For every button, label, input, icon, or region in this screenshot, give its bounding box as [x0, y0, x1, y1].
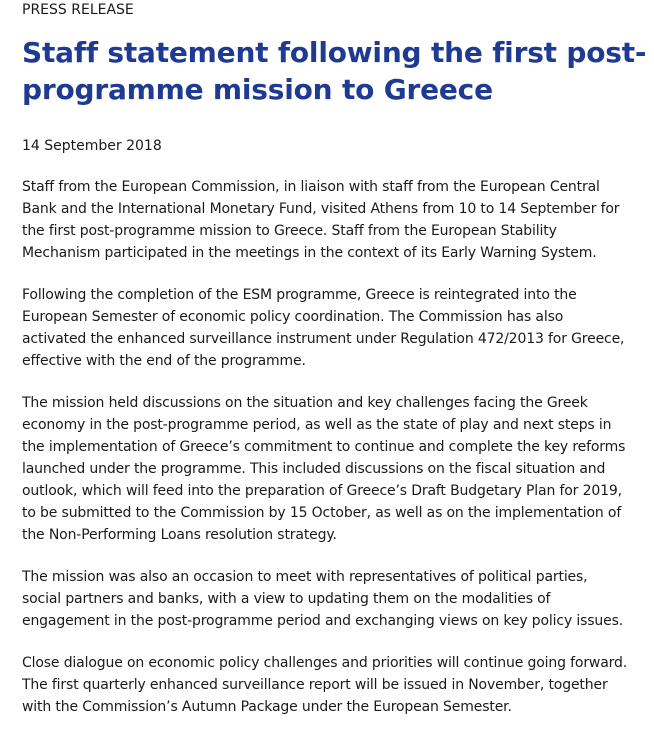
paragraph-line: the first post-programme mission to Greece. Staff from the European Stability	[22, 223, 557, 239]
publication-date: 14 September 2018	[22, 138, 162, 154]
title-line: Staff statement following the first post-	[22, 36, 647, 69]
paragraph-line: the Non-Performing Loans resolution strategy.	[22, 527, 337, 543]
paragraph-line: Following the completion of the ESM programme, Greece is reintegrated into the	[22, 287, 577, 303]
title-line: programme mission to Greece	[22, 73, 493, 106]
body-paragraph-3	[22, 392, 647, 546]
paragraph-line: the implementation of Greece’s commitment to continue and complete the key reforms	[22, 439, 626, 455]
paragraph-line: Bank and the International Monetary Fund, visited Athens from 10 to 14 September for	[22, 201, 620, 217]
paragraph-line: effective with the end of the programme.	[22, 353, 306, 369]
paragraph-line: Staff from the European Commission, in liaison with staff from the European Central	[22, 179, 600, 195]
press-release-document	[22, 0, 647, 718]
paragraph-line: economy in the post-programme period, as well as the state of play and next steps in	[22, 417, 612, 433]
body-paragraph-5	[22, 652, 647, 718]
paragraph-line: engagement in the post-programme period and exchanging views on key policy issues.	[22, 613, 624, 629]
paragraph-line: The first quarterly enhanced surveillance report will be issued in November, together	[22, 677, 608, 693]
paragraph-line: Close dialogue on economic policy challenges and priorities will continue going forward.	[22, 655, 628, 671]
paragraph-line: outlook, which will feed into the preparation of Greece’s Draft Budgetary Plan for 2019,	[22, 483, 622, 499]
page-title	[22, 34, 647, 108]
body-paragraph-1	[22, 176, 647, 264]
paragraph-line: activated the enhanced surveillance instrument under Regulation 472/2013 for Greece,	[22, 331, 625, 347]
paragraph-line: launched under the programme. This included discussions on the fiscal situation and	[22, 461, 606, 477]
paragraph-line: with the Commission’s Autumn Package under the European Semester.	[22, 699, 512, 715]
paragraph-line: social partners and banks, with a view to updating them on the modalities of	[22, 591, 551, 607]
paragraph-line: to be submitted to the Commission by 15 October, as well as on the implementation of	[22, 505, 622, 521]
body-paragraph-4	[22, 566, 647, 632]
paragraph-line: The mission held discussions on the situation and key challenges facing the Greek	[22, 395, 588, 411]
paragraph-line: European Semester of economic policy coordination. The Commission has also	[22, 309, 564, 325]
body-paragraph-2	[22, 284, 647, 372]
paragraph-line: The mission was also an occasion to meet with representatives of political parties,	[22, 569, 588, 585]
paragraph-line: Mechanism participated in the meetings in the context of its Early Warning System.	[22, 245, 597, 261]
document-type-label: PRESS RELEASE	[22, 2, 134, 18]
